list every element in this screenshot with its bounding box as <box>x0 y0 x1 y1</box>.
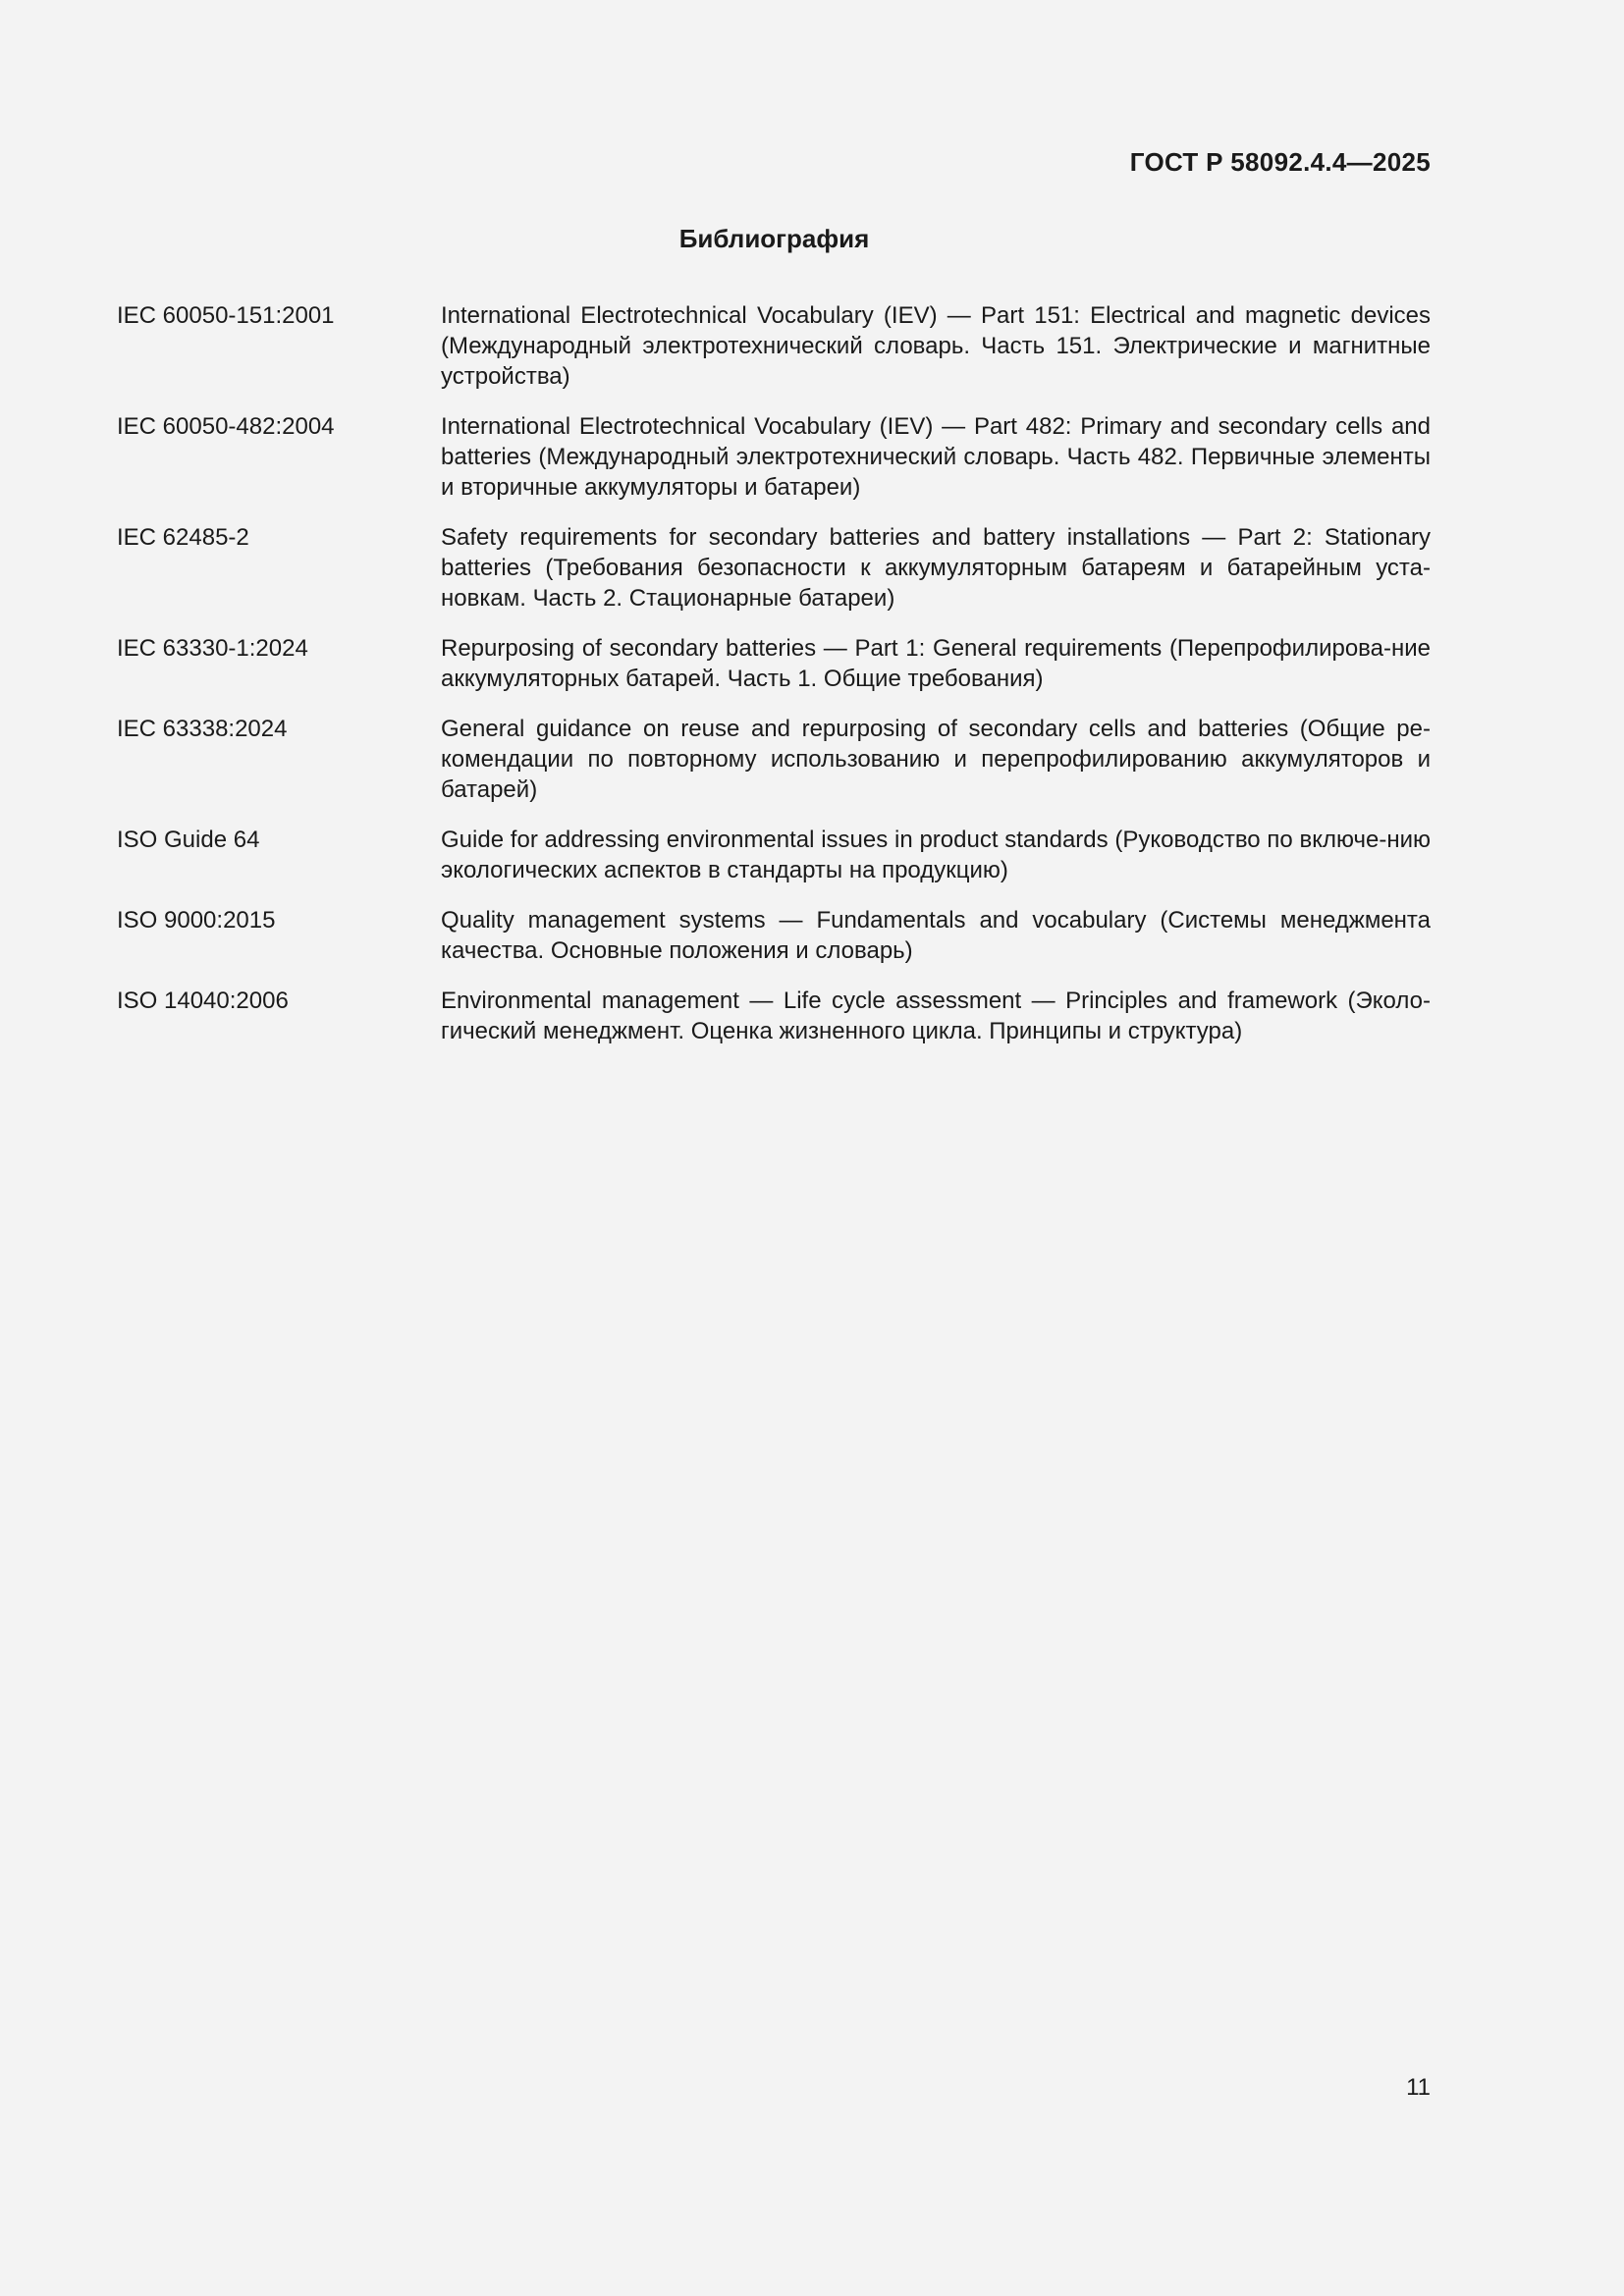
bibliography-entry <box>117 411 1431 503</box>
standard-description: Safety requirements for secondary batteries and battery installations — Part 2: Stationary batteries (Требования безопасности к аккумуляторным батареям и батарейным уста-новкам. Часть 2. Стационарные батареи) <box>441 524 1431 612</box>
bibliography-entry <box>117 714 1431 805</box>
bibliography-entry <box>117 300 1431 392</box>
document-code: ГОСТ Р 58092.4.4—2025 <box>1129 147 1431 177</box>
standard-description: International Electrotechnical Vocabulary (IEV) — Part 151: Electrical and magnetic devices (Международный электротехнический словарь. Часть 151. Электрические и магнитные устройства) <box>441 302 1431 390</box>
standard-code: IEC 63330-1:2024 <box>117 635 308 662</box>
standard-code: ISO 14040:2006 <box>117 988 289 1014</box>
bibliography-entry <box>117 633 1431 694</box>
bibliography-entry <box>117 905 1431 966</box>
bibliography-entry <box>117 986 1431 1046</box>
standard-code: IEC 62485-2 <box>117 524 249 551</box>
standard-description: Quality management systems — Fundamentals and vocabulary (Системы менеджмента качества. Основные положения и словарь) <box>441 907 1431 964</box>
standard-description: Guide for addressing environmental issues in product standards (Руководство по включе-нию экологических аспектов в стандарты на продукцию) <box>441 827 1431 883</box>
bibliography-entry <box>117 522 1431 614</box>
standard-code: IEC 63338:2024 <box>117 716 288 742</box>
standard-description: Repurposing of secondary batteries — Part 1: General requirements (Перепрофилирова-ние аккумуляторных батарей. Часть 1. Общие требования) <box>441 635 1431 692</box>
standard-code: IEC 60050-482:2004 <box>117 413 335 440</box>
standard-description: International Electrotechnical Vocabulary (IEV) — Part 482: Primary and secondary cells and batteries (Международный электротехнический словарь. Часть 482. Первичные элементы и вторичные аккумуляторы и батареи) <box>441 413 1431 501</box>
bibliography-list <box>117 300 1431 1066</box>
standard-code: ISO 9000:2015 <box>117 907 276 934</box>
bibliography-entry <box>117 825 1431 885</box>
standard-code: IEC 60050-151:2001 <box>117 302 335 329</box>
standard-description: General guidance on reuse and repurposing of secondary cells and batteries (Общие ре-комендации по повторному использованию и перепрофилированию аккумуляторов и батарей) <box>441 716 1431 803</box>
standard-description: Environmental management — Life cycle assessment — Principles and framework (Эколо-гический менеджмент. Оценка жизненного цикла. Принципы и структура) <box>441 988 1431 1044</box>
page-number: 11 <box>1406 2074 1431 2101</box>
standard-code: ISO Guide 64 <box>117 827 260 853</box>
section-title: Библиография <box>678 224 870 253</box>
